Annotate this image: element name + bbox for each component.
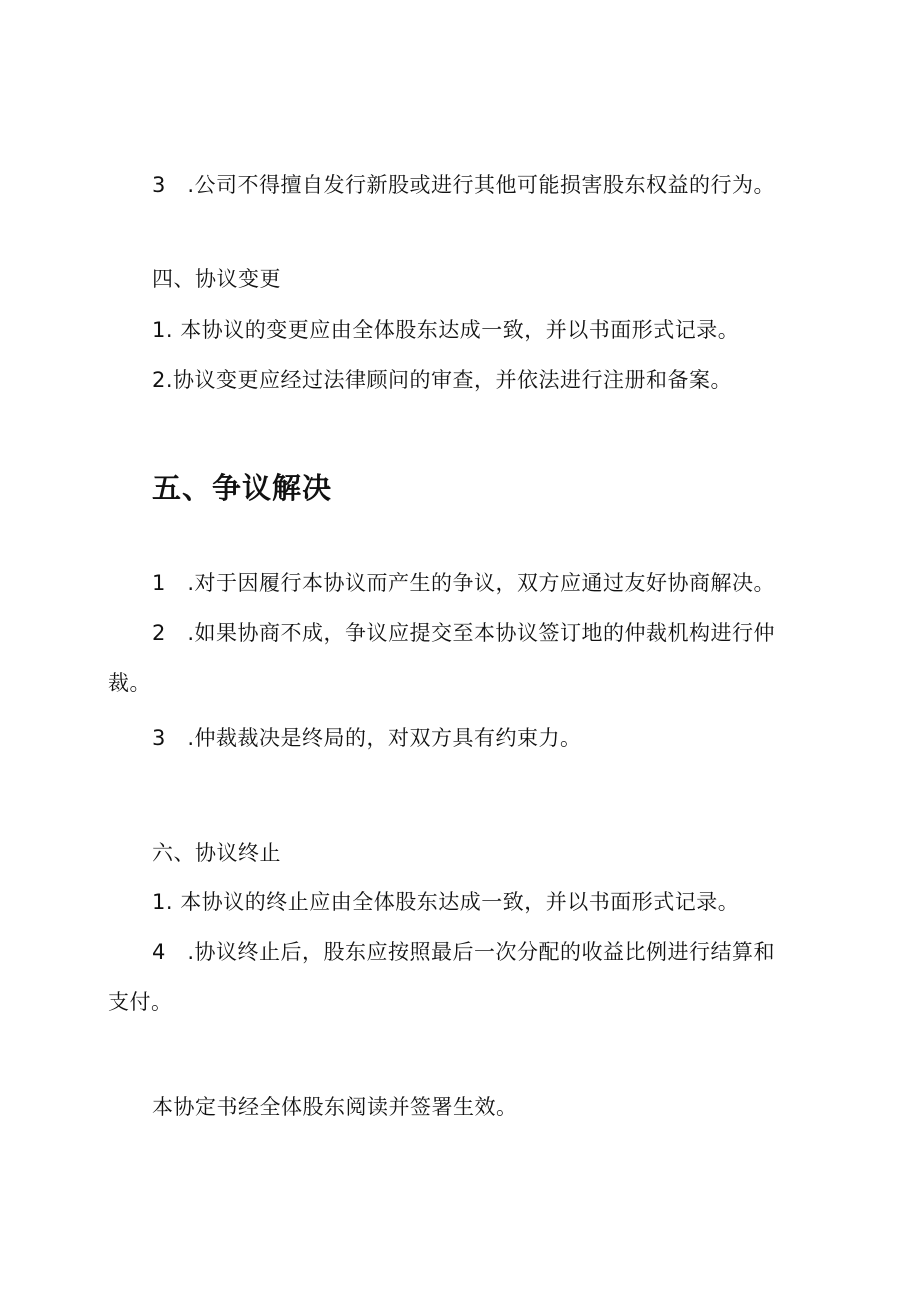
clause-4-2: 2.协议变更应经过法律顾问的审查，并依法进行注册和备案。 [152,368,733,392]
clause-5-3: 3 .仲裁裁决是终局的，对双方具有约束力。 [152,726,582,750]
section-6-heading: 六、协议终止 [152,841,281,865]
clause-6-1: 1. 本协议的终止应由全体股东达成一致，并以书面形式记录。 [152,890,740,914]
clause-4-1: 1. 本协议的变更应由全体股东达成一致，并以书面形式记录。 [152,318,740,342]
section-4-heading: 四、协议变更 [152,267,281,291]
clause-6-4-line1: 4 .协议终止后，股东应按照最后一次分配的收益比例进行结算和 [152,940,776,964]
section-5-heading: 五、争议解决 [152,471,333,505]
clause-5-1: 1 .对于因履行本协议而产生的争议，双方应通过友好协商解决。 [152,571,776,595]
clause-5-2-line1: 2 .如果协商不成，争议应提交至本协议签订地的仲裁机构进行仲 [152,621,776,645]
closing-statement: 本协定书经全体股东阅读并签署生效。 [152,1095,518,1119]
clause-3-3: 3 .公司不得擅自发行新股或进行其他可能损害股东权益的行为。 [152,173,776,197]
clause-5-2-line2: 裁。 [108,671,151,695]
clause-6-4-line2: 支付。 [108,990,173,1014]
